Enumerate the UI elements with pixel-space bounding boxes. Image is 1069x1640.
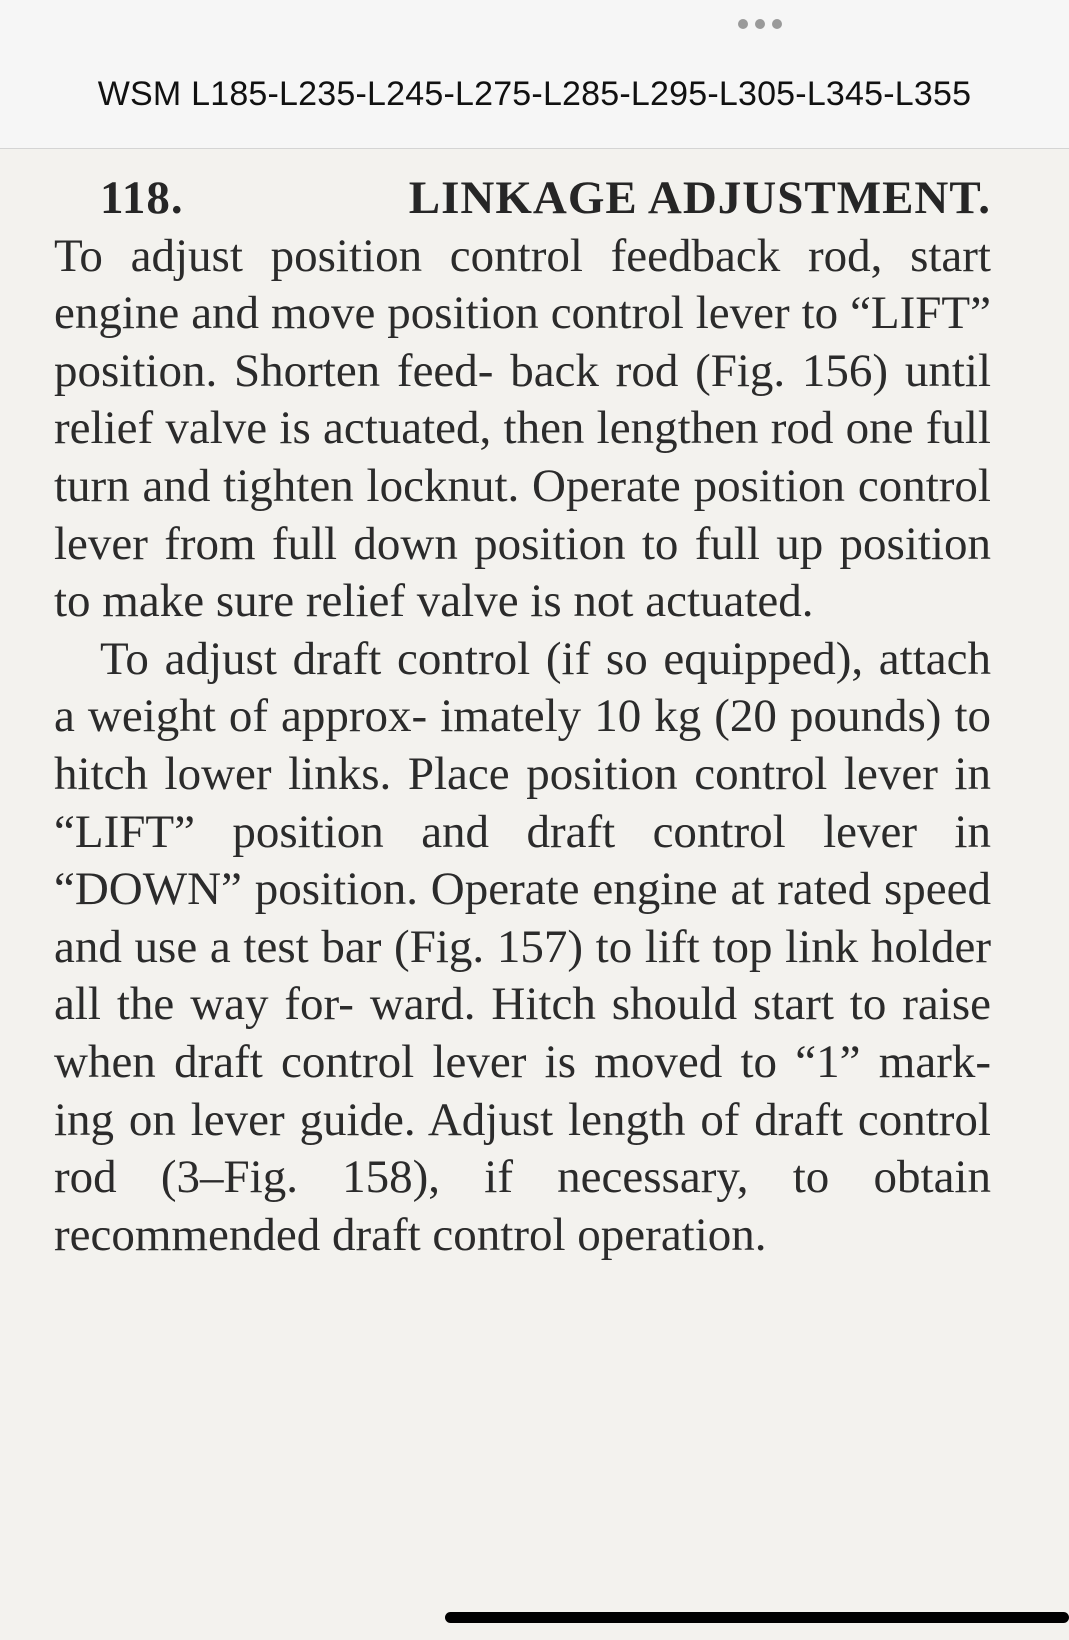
home-indicator[interactable] (445, 1612, 1069, 1623)
section-number: 118. (100, 172, 184, 224)
paragraph-draft-control: To adjust draft control (if so equipped), attach a weight of approx- imately 10 kg (20 pounds) to hitch lower links. Place position control lever in “LIFT” position and draft control lever in “DOWN” position. Operate engine at rated speed and use a test bar (Fig. 157) to lift top link holder all the way for- ward. Hitch should start to raise when draft control lever is moved to “1” mark- ing on lever guide. Adjust length of draft control rod (3–Fig. 158), if necessary, to obtain recommended draft control operation. (54, 632, 991, 1261)
section-title: LINKAGE ADJUSTMENT. (408, 172, 991, 224)
more-dot (738, 19, 748, 29)
manual-section (54, 170, 991, 1264)
section-heading (54, 170, 991, 228)
paragraph-feedback-rod: To adjust position control feedback rod, start engine and move position control lever to “LIFT” position. Shorten feed- back rod (Fig. 156) until relief valve is actuated, then lengthen rod one full turn and tighten locknut. Operate position control lever from full down position to full up position to make sure relief valve is not actuated. (54, 229, 991, 628)
document-title: WSM L185-L235-L245-L275-L285-L295-L305-L345-L355 (97, 75, 972, 113)
more-horizontal-icon[interactable] (738, 18, 782, 30)
more-dot (772, 19, 782, 29)
document-toolbar (0, 0, 1069, 149)
more-dot (755, 19, 765, 29)
